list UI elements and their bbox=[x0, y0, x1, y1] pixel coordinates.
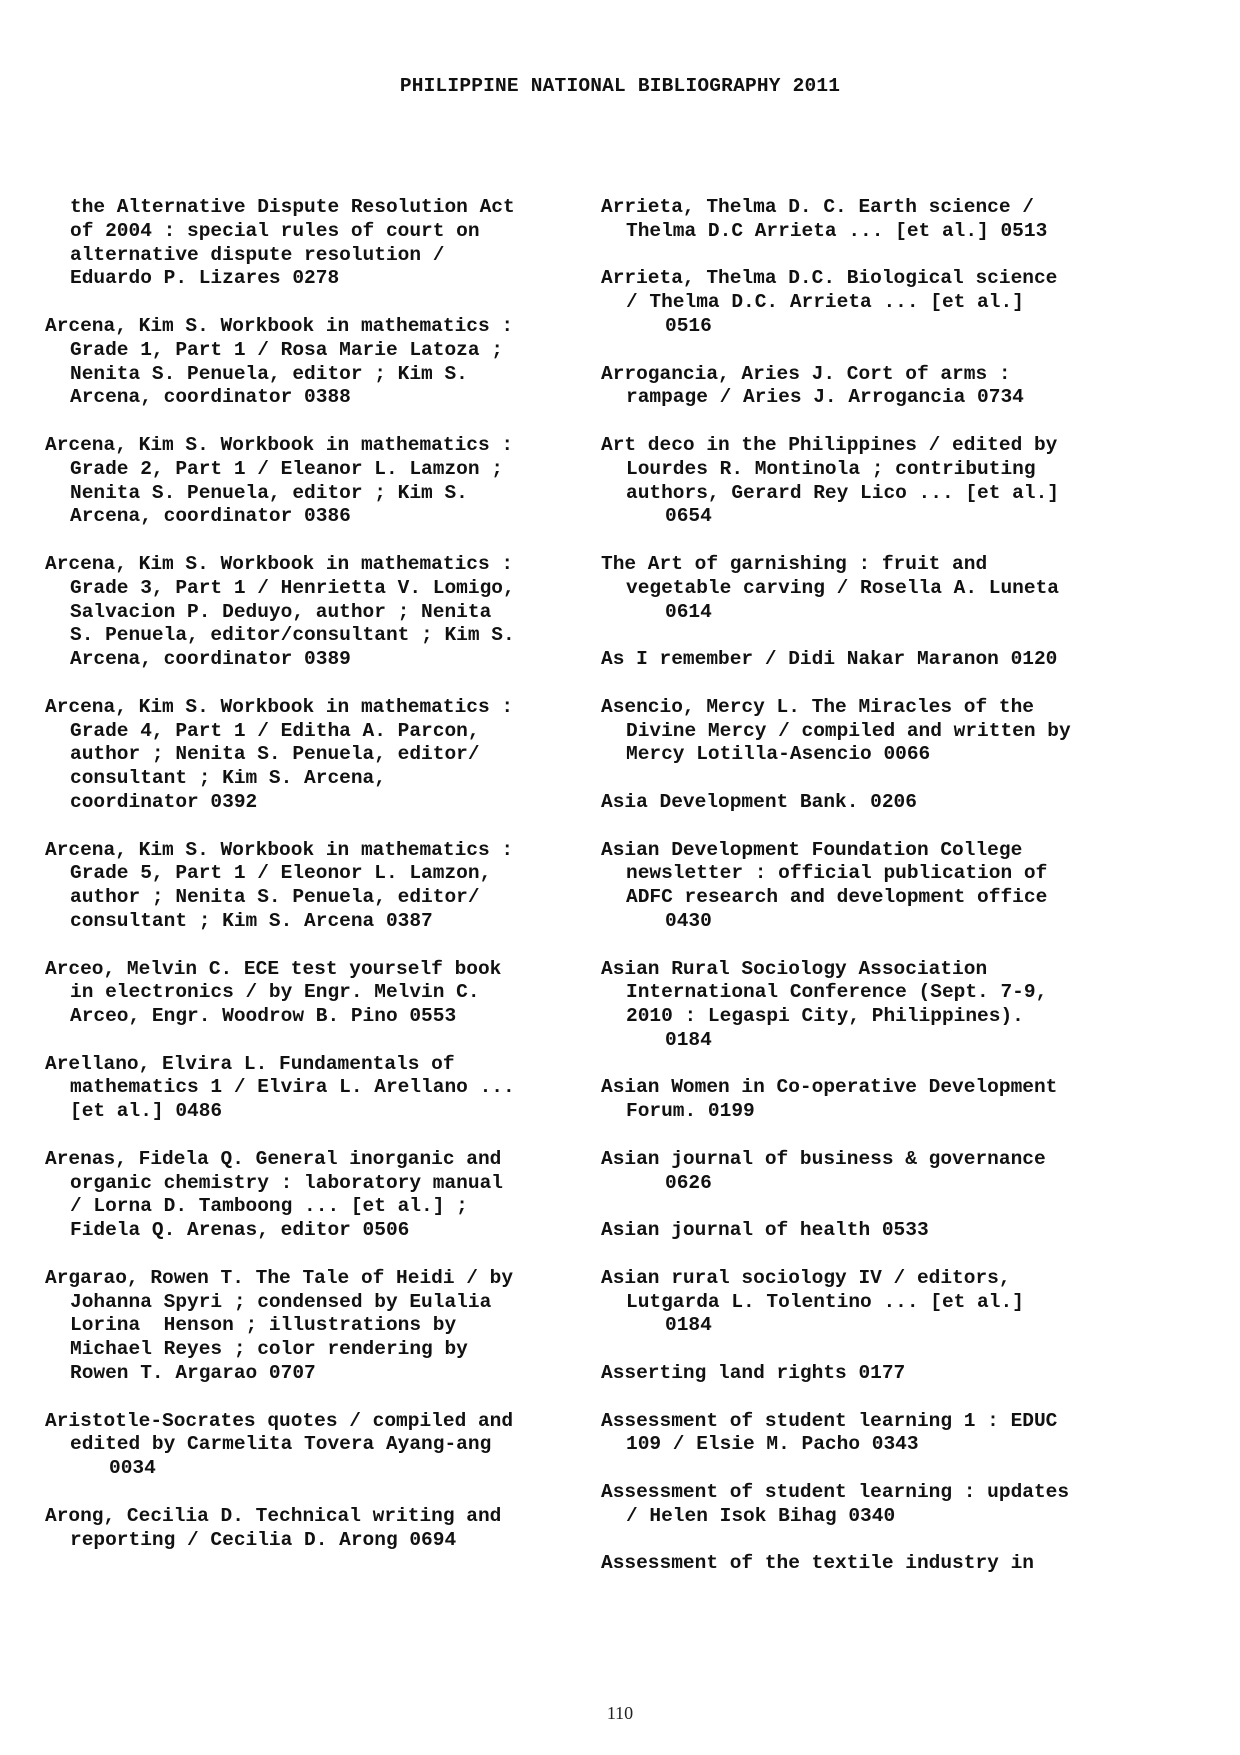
bibliography-entry bbox=[45, 553, 605, 672]
entry-continuation-line: consultant ; Kim S. Arcena 0387 bbox=[70, 909, 433, 932]
entry-continuation-line: Michael Reyes ; color rendering by bbox=[70, 1338, 468, 1361]
entry-continuation-line: Grade 5, Part 1 / Eleonor L. Lamzon, bbox=[70, 862, 492, 885]
entry-continuation-line: Salvacion P. Deduyo, author ; Nenita bbox=[70, 600, 492, 623]
entry-continuation-line: 0626 bbox=[665, 1171, 712, 1194]
entry-continuation-line: alternative dispute resolution / bbox=[70, 243, 445, 266]
bibliography-entry bbox=[601, 196, 1201, 244]
entry-heading-line: As I remember / Didi Nakar Maranon 0120 bbox=[601, 648, 1058, 671]
entry-continuation-line: author ; Nenita S. Penuela, editor/ bbox=[70, 886, 480, 909]
entry-continuation-line: Eduardo P. Lizares 0278 bbox=[70, 267, 340, 290]
entry-heading-line: Arrieta, Thelma D. C. Earth science / bbox=[601, 196, 1034, 218]
entry-continuation-line: / Lorna D. Tamboong ... [et al.] ; bbox=[70, 1195, 468, 1218]
entry-heading-line: Asian journal of health 0533 bbox=[601, 1219, 929, 1242]
entry-heading-line: the Alternative Dispute Resolution Act bbox=[70, 196, 515, 218]
entry-continuation-line: in electronics / by Engr. Melvin C. bbox=[70, 981, 480, 1004]
entry-heading-line: Arenas, Fidela Q. General inorganic and bbox=[45, 1147, 502, 1170]
entry-continuation-line: Grade 2, Part 1 / Eleanor L. Lamzon ; bbox=[70, 457, 503, 480]
entry-heading-line: The Art of garnishing : fruit and bbox=[601, 552, 988, 575]
bibliography-entry bbox=[45, 1148, 605, 1243]
entry-continuation-line: vegetable carving / Rosella A. Luneta bbox=[626, 576, 1059, 599]
entry-continuation-line: / Helen Isok Bihag 0340 bbox=[626, 1504, 896, 1527]
entry-continuation-line: mathematics 1 / Elvira L. Arellano ... bbox=[70, 1076, 515, 1099]
entry-continuation-line: Arcena, coordinator 0386 bbox=[70, 505, 351, 528]
bibliography-entry bbox=[45, 696, 605, 815]
entry-heading-line: Arcena, Kim S. Workbook in mathematics : bbox=[45, 314, 514, 337]
bibliography-entry bbox=[601, 958, 1201, 1053]
entry-continuation-line: coordinator 0392 bbox=[70, 790, 258, 813]
bibliography-entry bbox=[601, 696, 1201, 767]
right-column bbox=[601, 196, 1201, 1600]
entry-continuation-line: 0654 bbox=[665, 505, 712, 528]
bibliography-entry bbox=[601, 553, 1201, 624]
bibliography-entry bbox=[45, 1267, 605, 1386]
bibliography-entry bbox=[601, 791, 1201, 815]
entry-continuation-line: Lutgarda L. Tolentino ... [et al.] bbox=[626, 1290, 1024, 1313]
entry-heading-line: Arellano, Elvira L. Fundamentals of bbox=[45, 1052, 455, 1075]
entry-heading-line: Art deco in the Philippines / edited by bbox=[601, 433, 1058, 456]
entry-continuation-line: Arcena, coordinator 0388 bbox=[70, 386, 351, 409]
entry-heading-line: Assessment of student learning : updates bbox=[601, 1481, 1070, 1504]
bibliography-entry bbox=[601, 839, 1201, 934]
bibliography-entry bbox=[601, 267, 1201, 338]
entry-heading-line: Asia Development Bank. 0206 bbox=[601, 790, 917, 813]
entry-heading-line: Arcena, Kim S. Workbook in mathematics : bbox=[45, 433, 514, 456]
bibliography-entry bbox=[45, 1505, 605, 1553]
entry-heading-line: Arrieta, Thelma D.C. Biological science bbox=[601, 267, 1058, 290]
entry-heading-line: Arcena, Kim S. Workbook in mathematics : bbox=[45, 552, 514, 575]
bibliography-entry bbox=[601, 1362, 1201, 1386]
entry-continuation-line: of 2004 : special rules of court on bbox=[70, 219, 480, 242]
entry-continuation-line: Thelma D.C Arrieta ... [et al.] 0513 bbox=[626, 219, 1048, 242]
entry-heading-line: Arcena, Kim S. Workbook in mathematics : bbox=[45, 838, 514, 861]
entry-heading-line: Arceo, Melvin C. ECE test yourself book bbox=[45, 957, 502, 980]
entry-continuation-line: 0184 bbox=[665, 1314, 712, 1337]
entry-heading-line: Asian rural sociology IV / editors, bbox=[601, 1266, 1011, 1289]
bibliography-entry bbox=[601, 1076, 1201, 1124]
bibliography-entry bbox=[601, 1481, 1201, 1529]
entry-continuation-line: Arceo, Engr. Woodrow B. Pino 0553 bbox=[70, 1005, 457, 1028]
entry-continuation-line: S. Penuela, editor/consultant ; Kim S. bbox=[70, 624, 515, 647]
entry-heading-line: Aristotle-Socrates quotes / compiled and bbox=[45, 1409, 514, 1432]
bibliography-entry bbox=[45, 958, 605, 1029]
entry-heading-line: Assessment of student learning 1 : EDUC bbox=[601, 1409, 1058, 1432]
entry-continuation-line: 0516 bbox=[665, 314, 712, 337]
entry-continuation-line: 2010 : Legaspi City, Philippines). bbox=[626, 1005, 1024, 1028]
entry-continuation-line: International Conference (Sept. 7-9, bbox=[626, 981, 1048, 1004]
entry-heading-line: Asian Rural Sociology Association bbox=[601, 957, 988, 980]
entry-continuation-line: Nenita S. Penuela, editor ; Kim S. bbox=[70, 481, 468, 504]
entry-heading-line: Arong, Cecilia D. Technical writing and bbox=[45, 1504, 502, 1527]
entry-continuation-line: Grade 3, Part 1 / Henrietta V. Lomigo, bbox=[70, 576, 515, 599]
entry-continuation-line: 0034 bbox=[109, 1457, 156, 1480]
entry-continuation-line: ADFC research and development office bbox=[626, 886, 1048, 909]
bibliography-entry bbox=[45, 434, 605, 529]
entry-continuation-line: / Thelma D.C. Arrieta ... [et al.] bbox=[626, 291, 1024, 314]
left-column bbox=[45, 196, 605, 1576]
entry-continuation-line: reporting / Cecilia D. Arong 0694 bbox=[70, 1528, 457, 1551]
entry-continuation-line: Forum. 0199 bbox=[626, 1100, 755, 1123]
bibliography-entry bbox=[45, 315, 605, 410]
entry-continuation-line: consultant ; Kim S. Arcena, bbox=[70, 767, 386, 790]
entry-heading-line: Assessment of the textile industry in bbox=[601, 1552, 1034, 1575]
bibliography-entry bbox=[601, 1148, 1201, 1196]
entry-continuation-line: Lourdes R. Montinola ; contributing bbox=[626, 457, 1036, 480]
entry-continuation-line: Mercy Lotilla-Asencio 0066 bbox=[626, 743, 931, 766]
entry-continuation-line: Nenita S. Penuela, editor ; Kim S. bbox=[70, 362, 468, 385]
bibliography-entry bbox=[45, 1410, 605, 1481]
entry-continuation-line: Fidela Q. Arenas, editor 0506 bbox=[70, 1219, 410, 1242]
entry-heading-line: Asian Women in Co-operative Development bbox=[601, 1076, 1058, 1099]
page-number: 110 bbox=[606, 1703, 634, 1723]
entry-heading-line: Asencio, Mercy L. The Miracles of the bbox=[601, 695, 1034, 718]
entry-heading-line: Arcena, Kim S. Workbook in mathematics : bbox=[45, 695, 514, 718]
entry-continuation-line: Lorina Henson ; illustrations by bbox=[70, 1314, 457, 1337]
entry-heading-line: Argarao, Rowen T. The Tale of Heidi / by bbox=[45, 1266, 514, 1289]
entry-heading-line: Arrogancia, Aries J. Cort of arms : bbox=[601, 362, 1011, 385]
entry-continuation-line: author ; Nenita S. Penuela, editor/ bbox=[70, 743, 480, 766]
bibliography-entry bbox=[601, 1219, 1201, 1243]
entry-heading-line: Asserting land rights 0177 bbox=[601, 1362, 906, 1385]
entry-continuation-line: edited by Carmelita Tovera Ayang-ang bbox=[70, 1433, 492, 1456]
bibliography-entry bbox=[601, 1267, 1201, 1338]
entry-continuation-line: Grade 1, Part 1 / Rosa Marie Latoza ; bbox=[70, 338, 503, 361]
page-header-title: PHILIPPINE NATIONAL BIBLIOGRAPHY 2011 bbox=[399, 75, 841, 97]
bibliography-entry bbox=[601, 648, 1201, 672]
bibliography-entry bbox=[601, 1410, 1201, 1458]
entry-continuation-line: Grade 4, Part 1 / Editha A. Parcon, bbox=[70, 719, 480, 742]
entry-continuation-line: 0614 bbox=[665, 600, 712, 623]
entry-continuation-line: organic chemistry : laboratory manual bbox=[70, 1171, 503, 1194]
entry-continuation-line: 109 / Elsie M. Pacho 0343 bbox=[626, 1433, 919, 1456]
entry-continuation-line: Johanna Spyri ; condensed by Eulalia bbox=[70, 1290, 492, 1313]
bibliography-entry bbox=[45, 196, 605, 291]
bibliography-entry bbox=[601, 434, 1201, 529]
entry-continuation-line: newsletter : official publication of bbox=[626, 862, 1048, 885]
entry-continuation-line: Rowen T. Argarao 0707 bbox=[70, 1362, 316, 1385]
entry-continuation-line: 0184 bbox=[665, 1028, 712, 1051]
bibliography-entry bbox=[45, 1053, 605, 1124]
bibliography-entry bbox=[45, 839, 605, 934]
entry-continuation-line: rampage / Aries J. Arrogancia 0734 bbox=[626, 386, 1024, 409]
entry-continuation-line: [et al.] 0486 bbox=[70, 1100, 223, 1123]
bibliography-entry bbox=[601, 363, 1201, 411]
entry-continuation-line: Arcena, coordinator 0389 bbox=[70, 648, 351, 671]
entry-heading-line: Asian journal of business & governance bbox=[601, 1147, 1046, 1170]
entry-heading-line: Asian Development Foundation College bbox=[601, 838, 1023, 861]
entry-continuation-line: 0430 bbox=[665, 909, 712, 932]
bibliography-entry bbox=[601, 1552, 1201, 1576]
entry-continuation-line: authors, Gerard Rey Lico ... [et al.] bbox=[626, 481, 1059, 504]
entry-continuation-line: Divine Mercy / compiled and written by bbox=[626, 719, 1071, 742]
